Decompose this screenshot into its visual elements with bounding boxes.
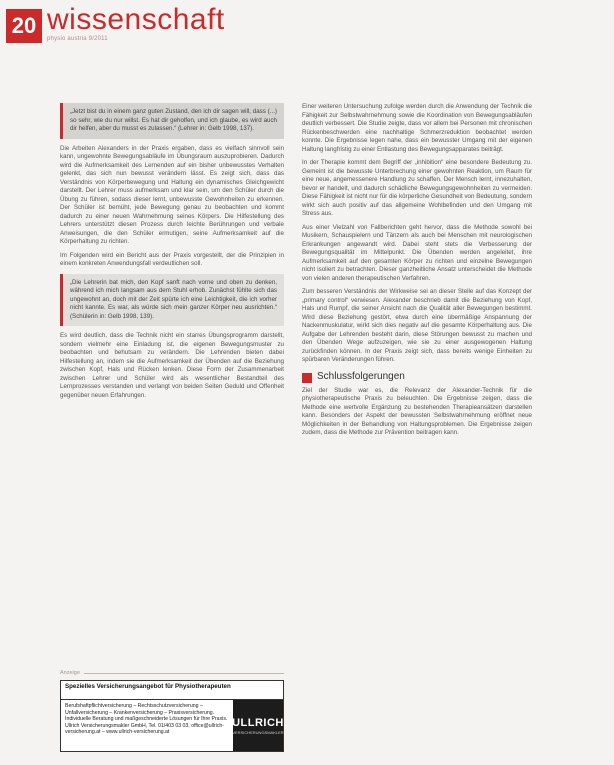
paragraph: Die Arbeiten Alexanders in der Praxis ergaben, dass es vielfach sinnvoll sein kann, ungewohnte Bewegungsabläufe im Übungsraum auszuprobieren. Dadurch wird die Aufmerksamkeit des Lernenden auf ein bisher unbewusstes Verhalten gelenkt, das sich nun bewusst verändern lässt. Es zeigt sich, dass das Verständnis von Körperbewegung und Haltung ein dynamisches Gleichgewicht darstellt. Der Lehrer muss aufmerksam und klar sein, um den Schüler durch die Übung zu führen, sodass dieser lernt, unbewusste Gewohnheiten zu erkennen. Der Schüler ist bemüht, jede Bewegung genau zu beobachten und kommt dadurch zu einer neuen Wahrnehmung seines Körpers. Die Hilfestellung des Lehrers unterstützt diesen Prozess durch leichte Berührungen und verbale Anweisungen, die den Schüler ermutigen, seine Aufmerksamkeit auf die Körperhaltung zu richten. [60, 144, 284, 245]
logo-subtitle: VERSICHERUNGSMAKLER [232, 729, 284, 735]
paragraph: In der Therapie kommt dem Begriff der „inhibition“ eine besondere Bedeutung zu. Gemeint ist die bewusste Unterbrechung einer gewohnten Reaktion, um Raum für eine neue, angemessenere Handlung zu schaffen. Der Mensch lernt, innezuhalten, bevor er handelt, und dadurch schädliche Bewegungsgewohnheiten zu vermeiden. Diese Fähigkeit ist nicht nur für die körperliche Gesundheit von Bedeutung, sondern wirkt sich auch positiv auf das allgemeine Wohlbefinden und den Umgang mit Stress aus. [302, 159, 532, 217]
section-title: wissenschaft [47, 3, 225, 36]
section-heading [302, 373, 532, 383]
left-column [60, 103, 284, 405]
logo-name: ULLRICH [232, 716, 284, 729]
ad-title: Spezielles Versicherungsangebot für Physiotherapeuten [61, 681, 283, 700]
paragraph: Es wird deutlich, dass die Technik nicht ein starres Übungsprogramm darstellt, sondern vielmehr eine Einladung ist, die eigenen Bewegungsmuster zu beobachten und behutsam zu verändern. Die Lehrenden bieten dabei Hilfestellung an, indem sie die Aufmerksamkeit der Übenden auf die Beziehung zwischen Kopf, Hals und Rücken lenken. Diese Form der Zusammenarbeit zwischen Lehrer und Schüler wird als wesentlicher Bestandteil des Lernprozesses verstanden und verlangt von beiden Seiten Geduld und Offenheit gegenüber neuen Erfahrungen. [60, 332, 284, 399]
page-header [0, 0, 614, 48]
paragraph: Im Folgenden wird ein Bericht aus der Praxis vorgestellt, der die Prinzipien in einem konkreten Anwendungsfall verdeutlichen soll. [60, 251, 284, 267]
right-column [302, 103, 532, 443]
heading-square-icon [302, 373, 312, 383]
page-number: 20 [6, 9, 42, 43]
ad-label: Anzeige [60, 670, 80, 676]
ad-body [61, 700, 283, 751]
ad-logo [233, 700, 283, 751]
paragraph: Ziel der Studie war es, die Relevanz der Alexander-Technik für die physiotherapeutische Praxis zu beleuchten. Die Ergebnisse zeigen, dass die Methode eine wertvolle Ergänzung zu bestehenden Therapieansätzen darstellen kann. Besonders der Aspekt der bewussten Selbstwahrnehmung eröffnet neue Möglichkeiten in der Behandlung von Haltungsproblemen. Die Ergebnisse zeigen zudem, dass die Methode zur Prävention beitragen kann. [302, 386, 532, 436]
ad-divider [84, 673, 284, 674]
quote-box-1: „Jetzt bist du in einem ganz guten Zustand, den ich dir sagen will, dass (...) so sehr, wie du nur willst. Es hat dir geholfen, und ich glaube, es wird auch dir helfen, aber du musst es zulassen.“ (Lehrer in: Gelb 1998, 137). [60, 103, 284, 139]
paragraph: Einer weiteren Untersuchung zufolge werden durch die Anwendung der Technik die Fähigkeit zur Selbstwahrnehmung sowie die Koordination von Bewegungsabläufen deutlich verbessert. Die Studie zeigte, dass vor allem bei Personen mit chronischen Rückenbeschwerden eine nachhaltige Schmerzreduktion beobachtet werden konnte. Die Ergebnisse legen nahe, dass ein bewusster Umgang mit der eigenen Haltung langfristig zu einer Entlastung des Bewegungsapparates beiträgt. [302, 103, 532, 153]
quote-box-2: „Die Lehrerin bat mich, den Kopf sanft nach vorne und oben zu denken, während ich mich langsam aus dem Stuhl erhob. Zunächst fühlte sich das ungewohnt an, doch mit der Zeit spürte ich eine Leichtigkeit, die ich vorher nicht kannte. Es war, als würde sich mein ganzer Körper neu ausrichten.“ (Schülerin in: Gelb 1998, 139). [60, 274, 284, 327]
ad-text: Berufshaftpflichtversicherung – Rechtsschutzversicherung – Unfallversicherung – Krankenversicherung – Praxisversicherung. Individuelle Beratung und maßgeschneiderte Lösungen für Ihre Praxis. Ullrich Versicherungsmakler GmbH, Tel. 01/403 03 03, office@ullrich-versicherung.at – www.ullrich-versicherung.at [65, 703, 228, 736]
paragraph: Zum besseren Verständnis der Wirkweise sei an dieser Stelle auf das Konzept der „primary control“ verwiesen. Alexander beschrieb damit die Beziehung von Kopf, Hals und Rumpf, die seiner Ansicht nach die Qualität aller Bewegungen bestimmt. Wird diese Beziehung gestört, etwa durch eine übermäßige Anspannung der Nackenmuskulatur, wirkt sich dies negativ auf die gesamte Körperhaltung aus. Die Aufgabe der Lehrenden besteht darin, diese Störungen bewusst zu machen und den Übenden Wege aufzuzeigen, wie sie zu einer ausgewogenen Haltung zurückfinden können. In der Praxis zeigt sich, dass bereits wenige Einheiten zu spürbaren Veränderungen führen. [302, 288, 532, 363]
paragraph: Aus einer Vielzahl von Fallberichten geht hervor, dass die Methode sowohl bei Musikern, Schauspielern und Tänzern als auch bei Menschen mit neurologischen Erkrankungen angewandt wird. Dabei steht stets die Verbesserung der Bewegungsqualität im Mittelpunkt. Die Übenden werden angeleitet, ihre Aufmerksamkeit auf den gesamten Körper zu richten und einzelne Bewegungen nicht isoliert zu betrachten. Dieser ganzheitliche Ansatz unterscheidet die Methode von vielen anderen therapeutischen Verfahren. [302, 223, 532, 282]
heading-text: Schlussfolgerungen [317, 371, 405, 383]
advertisement[interactable] [60, 680, 284, 752]
issue-line: physio austria 9/2011 [47, 36, 108, 42]
ad-label-row [60, 669, 284, 677]
